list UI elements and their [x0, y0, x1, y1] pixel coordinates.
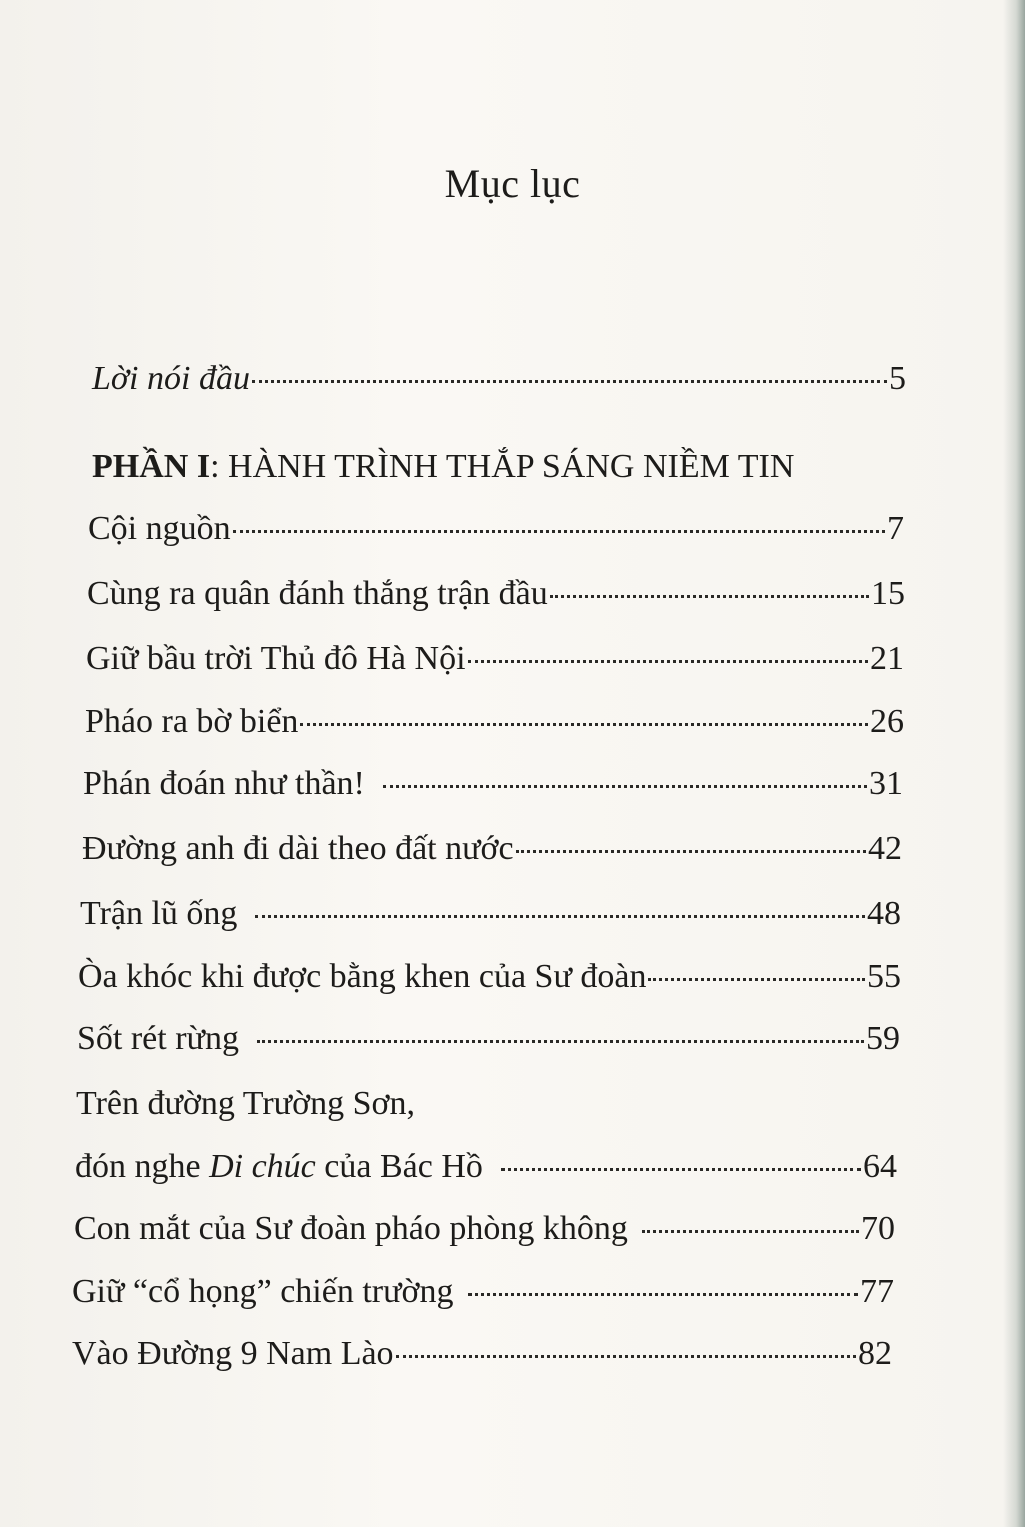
toc-entry-label: Giữ bầu trời Thủ đô Hà Nội	[86, 640, 466, 677]
dot-leader	[501, 1168, 861, 1171]
toc-entry-page: 77	[860, 1273, 894, 1310]
dot-leader	[257, 1040, 864, 1043]
toc-entry-page: 15	[871, 575, 905, 612]
toc-entry-page: 7	[887, 510, 904, 547]
toc-entry-page: 59	[866, 1020, 900, 1057]
part-prefix: PHẦN I	[92, 448, 211, 485]
label-before: đón nghe	[75, 1148, 210, 1185]
toc-entry	[78, 958, 901, 996]
dot-leader	[550, 595, 869, 598]
toc-entry	[80, 895, 901, 933]
toc-entry-label: Phán đoán như thần!	[83, 765, 365, 802]
toc-entry-page: 55	[867, 958, 901, 995]
dot-leader	[255, 915, 865, 918]
toc-entry	[72, 1335, 892, 1373]
toc-entry	[88, 510, 904, 548]
toc-entry	[87, 575, 905, 613]
toc-entry-label: Cùng ra quân đánh thắng trận đầu	[87, 575, 548, 612]
toc-entry	[82, 830, 902, 868]
part-title: : HÀNH TRÌNH THẮP SÁNG NIỀM TIN	[210, 448, 795, 485]
toc-entry-label: Lời nói đầu	[92, 360, 250, 397]
toc-entry-di-chuc	[75, 1148, 897, 1186]
toc-entry-page: 82	[858, 1335, 892, 1372]
toc-entry-page: 31	[869, 765, 903, 802]
toc-entry-page: 5	[889, 360, 906, 397]
toc-entry-page: 64	[863, 1148, 897, 1185]
toc-entry-page: 21	[870, 640, 904, 677]
toc-entry-page: 48	[867, 895, 901, 932]
dot-leader	[252, 380, 887, 383]
toc-entry-page: 70	[861, 1210, 895, 1247]
toc-entry	[83, 765, 903, 803]
toc-entry	[74, 1210, 895, 1248]
toc-entry-label: Cội nguồn	[88, 510, 231, 547]
dot-leader	[233, 530, 885, 533]
toc-entry-label: Con mắt của Sư đoàn pháo phòng không	[74, 1210, 628, 1247]
toc-entry-label: Pháo ra bờ biển	[85, 703, 299, 740]
dot-leader	[468, 1293, 858, 1296]
label-italic: Di chúc	[209, 1148, 316, 1185]
toc-entry	[85, 703, 904, 741]
toc-entry-label-line2	[75, 1148, 483, 1186]
dot-leader	[642, 1230, 859, 1233]
label-after: của Bác Hồ	[315, 1148, 483, 1185]
toc-entry-preface	[92, 360, 906, 398]
toc-entry-page: 26	[870, 703, 904, 740]
toc-entry	[77, 1020, 900, 1058]
toc-entry-label: Vào Đường 9 Nam Lào	[72, 1335, 394, 1372]
dot-leader	[396, 1355, 856, 1358]
page-title: Mục lục	[444, 161, 581, 206]
dot-leader	[516, 850, 866, 853]
toc-entry-label: Giữ “cổ họng” chiến trường	[72, 1273, 454, 1310]
part-heading	[92, 448, 794, 486]
toc-entry-page: 42	[868, 830, 902, 867]
toc-entry-label: Trận lũ ống	[80, 895, 238, 932]
dot-leader	[648, 978, 865, 981]
dot-leader	[300, 723, 868, 726]
dot-leader	[383, 785, 867, 788]
page-edge-shadow	[1003, 0, 1025, 1527]
toc-entry-label: Đường anh đi dài theo đất nước	[82, 830, 514, 867]
toc-entry	[72, 1273, 894, 1311]
toc-entry-label: Òa khóc khi được bằng khen của Sư đoàn	[78, 958, 647, 995]
toc-entry-label: Sốt rét rừng	[77, 1020, 239, 1057]
toc-entry-label-line1: Trên đường Trường Sơn,	[76, 1085, 415, 1122]
toc-entry	[86, 640, 904, 678]
dot-leader	[468, 660, 868, 663]
